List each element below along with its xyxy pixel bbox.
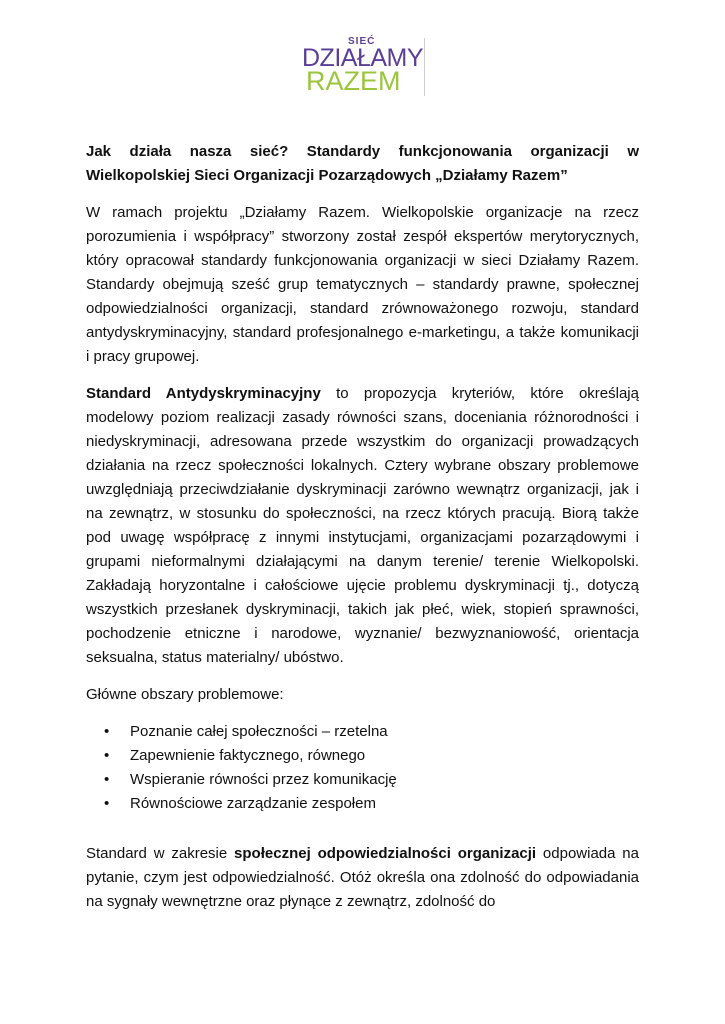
document-title: Jak działa nasza sieć? Standardy funkcjonowania organizacji w Wielkopolskiej Sieci Organizacji Pozarządowych „Działamy Razem”: [86, 143, 639, 184]
logo: [300, 34, 430, 96]
antidiscrimination-text: to propozycja kryteriów, które określają modelowy poziom realizacji zasady równości szans, doceniania różnorodności i niedyskryminacji, adresowana przede wszystkim do organizacji prowadzących działania na rzecz społeczności lokalnych. Cztery wybrane obszary problemowe uwzględniają przeciwdziałanie dyskryminacji zarówno wewnątrz organizacji, jak i na zewnątrz, w stosunku do społeczności, na rzecz których pracują. Biorą także pod uwagę współpracę z innymi instytucjami, organizacjami pozarządowymi i grupami nieformalnymi działającymi na danym terenie/ terenie Wielkopolski. Zakładają horyzontalne i całościowe ujęcie problemu dyskryminacji tj., dotyczą wszystkich przesłanek dyskryminacji, takich jak płeć, wiek, stopień sprawności, pochodzenie etniczne i narodowe, wyznanie/ bezwyznaniowość, orientacja seksualna, status materialny/ ubóstwo.: [86, 385, 639, 666]
social-bold: społecznej odpowiedzialności organizacji: [234, 845, 537, 862]
areas-list: [86, 720, 639, 816]
bullet-icon: •: [104, 747, 110, 764]
list-item: [86, 720, 639, 744]
list-item-text: Zapewnienie faktycznego, równego: [130, 747, 366, 764]
list-item: [86, 768, 639, 792]
logo-divider: [424, 38, 425, 96]
bullet-icon: •: [104, 771, 110, 788]
areas-heading: Główne obszary problemowe:: [86, 686, 284, 703]
logo-razem-text: RAZEM: [306, 66, 401, 96]
bullet-icon: •: [104, 795, 110, 812]
bullet-icon: •: [104, 723, 110, 740]
spacer: [86, 816, 639, 842]
document-body: [86, 140, 639, 927]
list-item-text: Poznanie całej społeczności – rzetelna: [130, 723, 388, 740]
antidiscrimination-bold: Standard Antydyskryminacyjny: [86, 385, 321, 402]
list-item: [86, 792, 639, 816]
social-pre: Standard w zakresie: [86, 845, 235, 862]
intro-paragraph: W ramach projektu „Działamy Razem. Wielkopolskie organizacje na rzecz porozumienia i współpracy” stworzony został zespół ekspertów merytorycznych, który opracował standardy funkcjonowania organizacji w sieci Działamy Razem. Standardy obejmują sześć grup tematycznych – standardy prawne, społecznej odpowiedzialności organizacji, standard zrównoważonego rozwoju, standard antydyskryminacyjny, standard profesjonalnego e-marketingu, a także komunikacji i pracy grupowej.: [86, 204, 639, 365]
social-text: odpowiada na pytanie, czym jest odpowiedzialność. Otóż określa ona zdolność do odpowiadania na sygnały wewnętrzne oraz płynące z zewnątrz, zdolność do: [86, 845, 639, 910]
list-item-text: Wspieranie równości przez komunikację: [130, 771, 397, 788]
logo-siec-text: SIEĆ: [348, 36, 376, 47]
logo-dzialamy-text: DZIAŁAMY: [302, 44, 424, 72]
list-item: [86, 744, 639, 768]
list-item-text: Równościowe zarządzanie zespołem: [130, 795, 376, 812]
antidiscrimination-paragraph: [86, 382, 639, 670]
social-responsibility-paragraph: [86, 842, 639, 914]
